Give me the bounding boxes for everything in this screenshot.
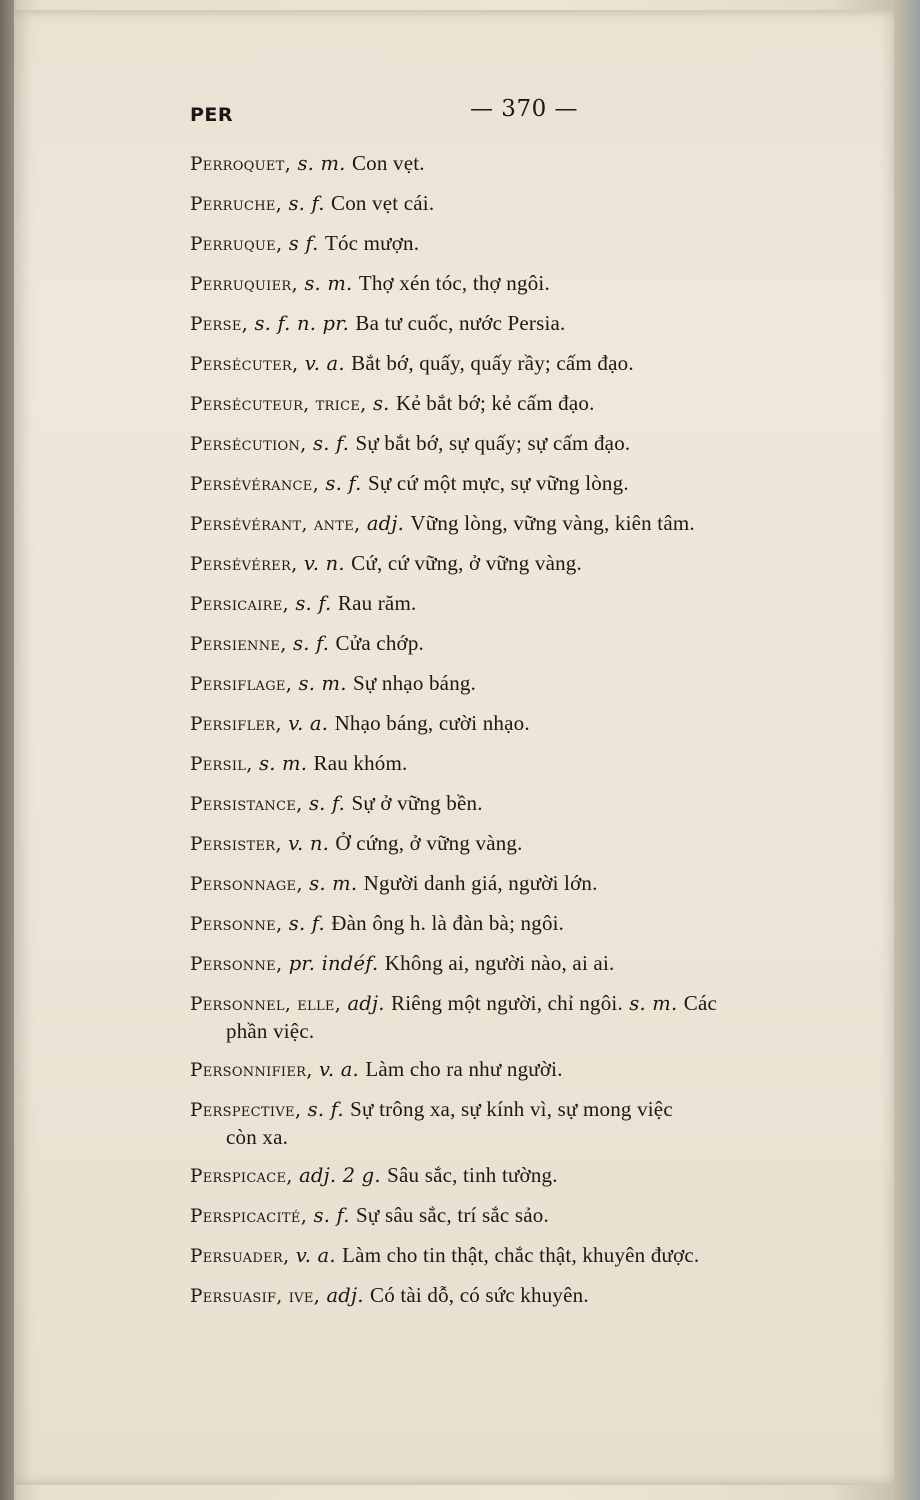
entry-definition: Kẻ bắt bớ; kẻ cấm đạo.	[395, 391, 595, 415]
entry-definition: Cứ, cứ vững, ở vững vàng.	[351, 551, 582, 575]
entry-grammar: v. a.	[319, 1058, 359, 1081]
entry-personnage: Personnage, s. m. Người danh giá, người lớn.	[190, 871, 598, 895]
entry-grammar: s.	[372, 392, 390, 415]
entry-perseverance: Persévérance, s. f. Sự cứ một mực, sự vững lòng.	[190, 471, 629, 495]
entry-personne-noun: Personne, s. f. Đàn ông h. là đàn bà; ngôi.	[190, 911, 565, 935]
entry-continuation: còn xa.	[226, 1125, 289, 1149]
entry-grammar: s. f.	[288, 192, 325, 215]
entry-grammar: adj.	[326, 1284, 364, 1307]
entry-grammar: adj. 2 g.	[299, 1164, 381, 1187]
entry-definition: Rau khóm.	[313, 751, 408, 775]
entry-headword: Perspicacité	[190, 1206, 301, 1227]
entry-headword: Persévérant, ante	[190, 514, 355, 535]
entry-persecuter: Persécuter, v. a. Bắt bớ, quấy, quấy rầy; cấm đạo.	[190, 351, 634, 375]
entry-headword: Personnel, elle	[190, 994, 335, 1015]
entry-headword: Persifler	[190, 714, 276, 735]
entry-definition: Vững lòng, vững vàng, kiên tâm.	[410, 511, 695, 535]
entry-definition: Con vẹt cái.	[331, 191, 435, 215]
entry-headword: Perruque	[190, 234, 276, 255]
entry-grammar: pr. indéf.	[288, 952, 379, 975]
entry-grammar: s. f.	[325, 472, 362, 495]
entry-headword: Personnage	[190, 874, 297, 895]
entry-grammar: s f.	[288, 232, 319, 255]
entry-grammar: s. m.	[309, 872, 358, 895]
entry-definition: Riêng một người, chỉ ngôi.	[391, 991, 623, 1015]
entry-persil: Persil, s. m. Rau khóm.	[190, 751, 408, 775]
entry-persister: Persister, v. n. Ở cứng, ở vững vàng.	[190, 831, 523, 855]
entry-persifler: Persifler, v. a. Nhạo báng, cười nhạo.	[190, 711, 530, 735]
entry-grammar: s. m.	[259, 752, 308, 775]
entry-headword: Perroquet	[190, 154, 285, 175]
entry-headword: Perruquier	[190, 274, 292, 295]
entry-definition: Tóc mượn.	[324, 231, 420, 255]
entry-grammar: v. a.	[288, 712, 329, 735]
entry-perroquet: Perroquet, s. m. Con vẹt.	[190, 151, 425, 175]
entry-personne-pronoun: Personne, pr. indéf. Không ai, người nào, ai ai.	[190, 951, 615, 975]
entry-headword: Persécuteur, trice	[190, 394, 361, 415]
entry-definition: Con vẹt.	[351, 151, 425, 175]
entry-personnel: Personnel, elle, adj. Riêng một người, chỉ ngôi. s. m. Các phần việc.	[190, 990, 880, 1044]
entry-perspective: Perspective, s. f. Sự trông xa, sự kính vì, sự mong việc còn xa.	[190, 1096, 880, 1150]
entry-definition: Sự cứ một mực, sự vững lòng.	[367, 471, 629, 495]
entry-headword: Persiflage	[190, 674, 286, 695]
entry-headword: Persil	[190, 754, 247, 775]
entry-headword: Persévérance	[190, 474, 313, 495]
entry-persienne: Persienne, s. f. Cửa chớp.	[190, 631, 424, 655]
entry-headword: Personnifier	[190, 1060, 307, 1081]
entry-definition: Sự trông xa, sự kính vì, sự mong việc	[350, 1097, 673, 1121]
entry-definition: Cửa chớp.	[335, 631, 424, 655]
entry-headword: Perruche	[190, 194, 276, 215]
entry-definition: Đàn ông h. là đàn bà; ngôi.	[331, 911, 565, 935]
entry-grammar: v. a.	[304, 352, 345, 375]
entry-headword: Persistance	[190, 794, 297, 815]
entry-grammar: adj.	[347, 992, 385, 1015]
entry-definition: Sự sâu sắc, trí sắc sảo.	[356, 1203, 549, 1227]
entry-grammar: s. f.	[307, 1098, 344, 1121]
entry-persistance: Persistance, s. f. Sự ở vững bền.	[190, 791, 483, 815]
entry-perspicace: Perspicace, adj. 2 g. Sâu sắc, tinh tường.	[190, 1163, 558, 1187]
entry-persecution: Persécution, s. f. Sự bắt bớ, sự quấy; sự cấm đạo.	[190, 431, 631, 455]
page-number: — 370 —	[470, 96, 579, 122]
entry-headword: Persévérer	[190, 554, 292, 575]
entry-definition: Sự bắt bớ, sự quấy; sự cấm đạo.	[355, 431, 631, 455]
entry-perruque: Perruque, s f. Tóc mượn.	[190, 231, 420, 255]
entry-grammar: s. m.	[304, 272, 353, 295]
entry-grammar: s. m.	[297, 152, 346, 175]
entry-definition: Bắt bớ, quấy, quấy rầy; cấm đạo.	[351, 351, 634, 375]
entry-perruche: Perruche, s. f. Con vẹt cái.	[190, 191, 435, 215]
entry-headword: Persécution	[190, 434, 301, 455]
entry-persecuteur: Persécuteur, trice, s. Kẻ bắt bớ; kẻ cấm đạo.	[190, 391, 595, 415]
entry-grammar: v. n.	[288, 832, 329, 855]
entry-perruquier: Perruquier, s. m. Thợ xén tóc, thợ ngôi.	[190, 271, 550, 295]
entry-headword: Perspicace	[190, 1166, 287, 1187]
entry-definition: Rau răm.	[337, 591, 417, 615]
entry-headword: Persécuter	[190, 354, 292, 375]
dictionary-entries	[190, 150, 880, 1322]
entry-perse: Perse, s. f. n. pr. Ba tư cuốc, nước Persia.	[190, 311, 566, 335]
entry-persicaire: Persicaire, s. f. Rau răm.	[190, 591, 417, 615]
entry-definition-secondary: Các	[683, 991, 718, 1015]
entry-continuation: phần việc.	[226, 1019, 315, 1043]
entry-definition: Sự ở vững bền.	[351, 791, 483, 815]
entry-definition: Sự nhạo báng.	[353, 671, 477, 695]
entry-grammar: s. f. n. pr.	[254, 312, 349, 335]
entry-headword: Perspective	[190, 1100, 295, 1121]
guide-word: PER	[190, 104, 234, 126]
entry-headword: Persister	[190, 834, 276, 855]
entry-definition: Ở cứng, ở vững vàng.	[335, 831, 523, 855]
entry-headword: Persuasif, ive	[190, 1286, 314, 1307]
entry-grammar: s. f.	[293, 632, 330, 655]
entry-persiflage: Persiflage, s. m. Sự nhạo báng.	[190, 671, 477, 695]
entry-headword: Persicaire	[190, 594, 283, 615]
entry-definition: Làm cho ra như người.	[365, 1057, 563, 1081]
entry-personnifier: Personnifier, v. a. Làm cho ra như người.	[190, 1057, 563, 1081]
entry-definition: Nhạo báng, cười nhạo.	[334, 711, 530, 735]
entry-grammar: s. f.	[312, 432, 350, 455]
page-edge	[894, 0, 920, 1500]
entry-definition: Sâu sắc, tinh tường.	[387, 1163, 558, 1187]
entry-grammar: s. m.	[298, 672, 347, 695]
entry-grammar-secondary: s. m.	[629, 992, 678, 1015]
entry-grammar: s. f.	[313, 1204, 350, 1227]
entry-persuader: Persuader, v. a. Làm cho tin thật, chắc thật, khuyên được.	[190, 1243, 700, 1267]
entry-perseverant: Persévérant, ante, adj. Vững lòng, vững vàng, kiên tâm.	[190, 511, 695, 535]
entry-grammar: adj.	[366, 512, 404, 535]
book-gutter	[0, 0, 14, 1500]
entry-grammar: s. f.	[288, 912, 325, 935]
entry-perspicacite: Perspicacité, s. f. Sự sâu sắc, trí sắc sảo.	[190, 1203, 549, 1227]
entry-grammar: v. a.	[295, 1244, 336, 1267]
entry-headword: Persuader	[190, 1246, 283, 1267]
entry-headword: Personne	[190, 914, 276, 935]
entry-persuasif: Persuasif, ive, adj. Có tài dỗ, có sức khuyên.	[190, 1283, 589, 1307]
running-header	[190, 96, 830, 130]
entry-grammar: s. f.	[295, 592, 332, 615]
entry-definition: Ba tư cuốc, nước Persia.	[355, 311, 566, 335]
entry-definition: Người danh giá, người lớn.	[363, 871, 598, 895]
entry-headword: Persienne	[190, 634, 281, 655]
entry-definition: Thợ xén tóc, thợ ngôi.	[358, 271, 550, 295]
entry-grammar: s. f.	[308, 792, 346, 815]
entry-grammar: v. n.	[303, 552, 345, 575]
entry-definition: Có tài dỗ, có sức khuyên.	[370, 1283, 589, 1307]
entry-definition: Không ai, người nào, ai ai.	[384, 951, 615, 975]
entry-definition: Làm cho tin thật, chắc thật, khuyên được.	[342, 1243, 700, 1267]
entry-headword: Perse	[190, 314, 242, 335]
entry-headword: Personne	[190, 954, 276, 975]
entry-perseverer: Persévérer, v. n. Cứ, cứ vững, ở vững vàng.	[190, 551, 582, 575]
